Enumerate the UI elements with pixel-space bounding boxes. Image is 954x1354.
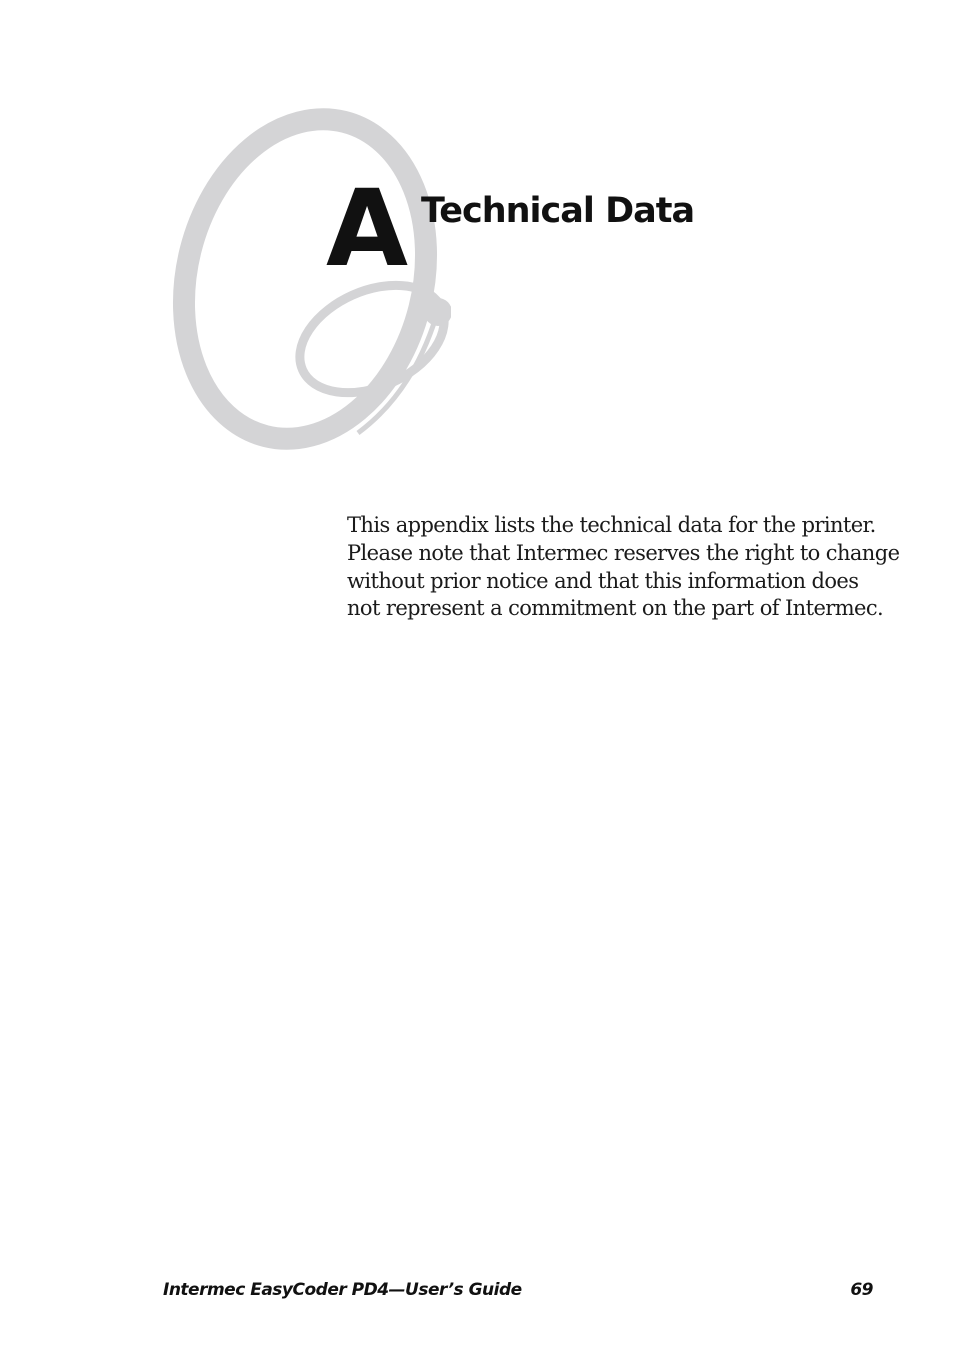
intro-paragraph <box>347 512 900 623</box>
intro-line: This appendix lists the technical data for the printer. <box>347 513 876 537</box>
chapter-letter: A <box>326 167 407 290</box>
intro-line: without prior notice and that this information does <box>347 568 859 593</box>
page-footer <box>163 1280 873 1300</box>
chapter-ring-graphic <box>150 95 470 465</box>
chapter-title: Technical Data <box>421 191 695 231</box>
ring-shape <box>151 95 461 465</box>
intro-line: not represent a commitment on the part of Intermec. <box>347 596 884 621</box>
footer-guide-title: Intermec EasyCoder PD4—User’s Guide <box>163 1280 522 1300</box>
footer-page-number: 69 <box>850 1280 873 1300</box>
intro-line: Please note that Intermec reserves the right to change <box>347 540 900 565</box>
